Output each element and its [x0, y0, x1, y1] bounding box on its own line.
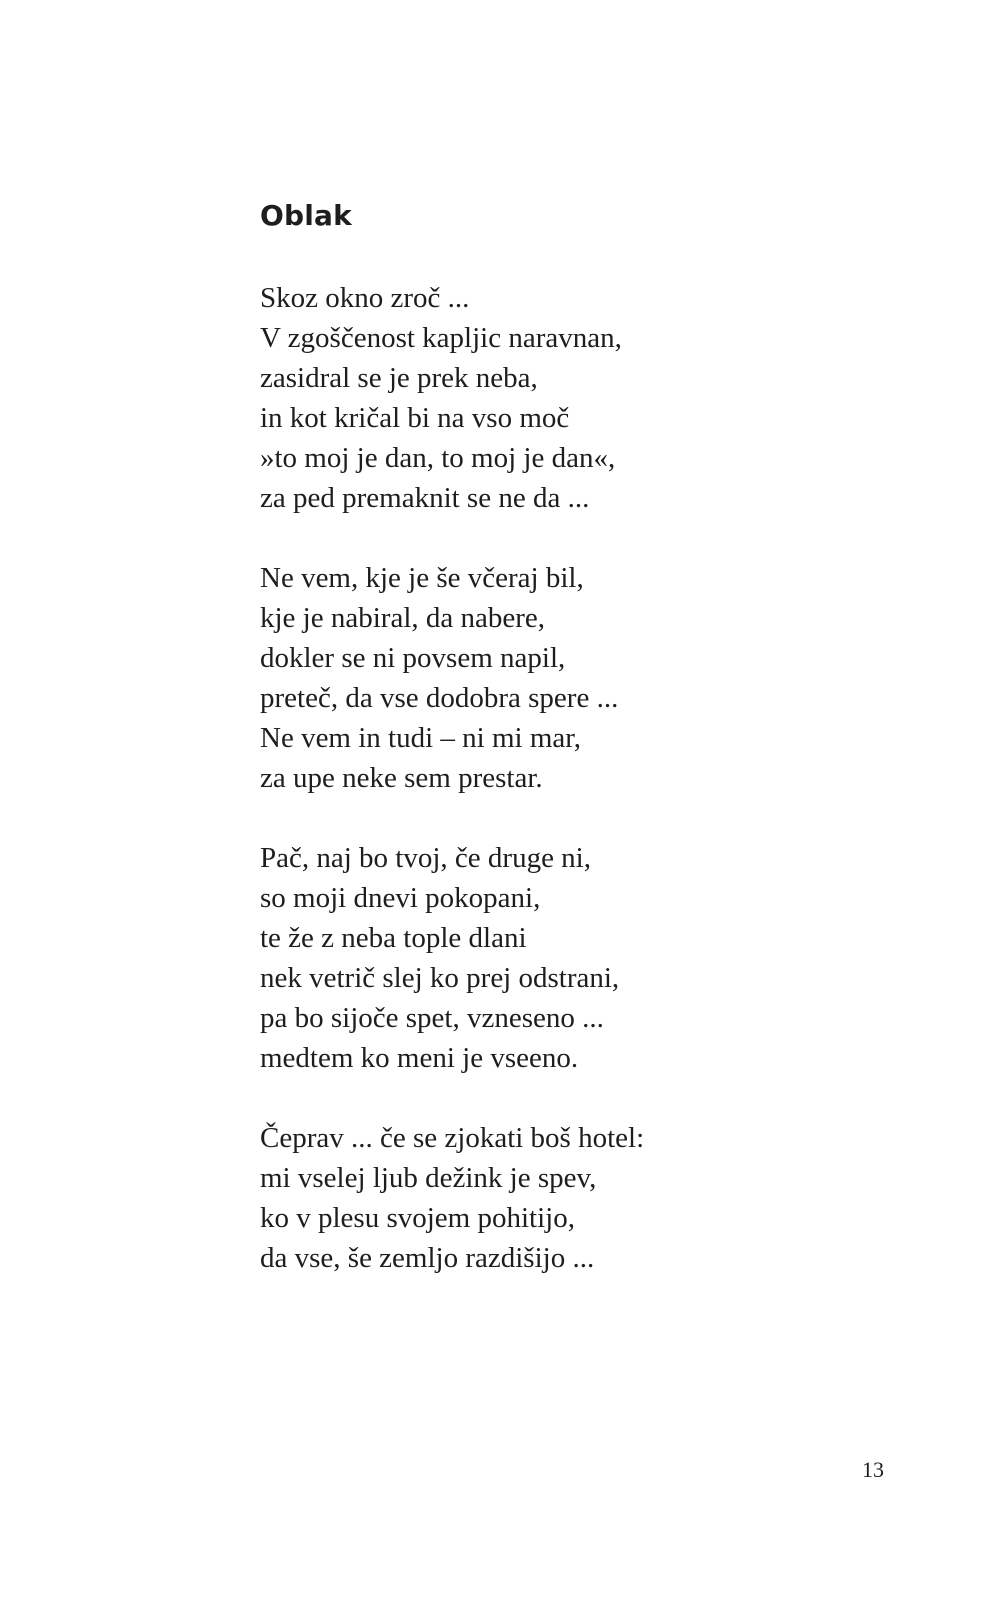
stanza-3 [260, 838, 860, 1078]
poem-line: pa bo sijoče spet, vzneseno ... [260, 1002, 604, 1034]
poem-line: »to moj je dan, to moj je dan«, [260, 442, 616, 474]
poem-line: in kot kričal bi na vso moč [260, 402, 570, 434]
poem-line: da vse, še zemljo razdišijo ... [260, 1242, 595, 1274]
stanza-4 [260, 1118, 860, 1278]
poem-line: medtem ko meni je vseeno. [260, 1042, 579, 1074]
stanza-2 [260, 558, 860, 798]
poem-line: V zgoščenost kapljic naravnan, [260, 322, 622, 354]
poem-line: mi vselej ljub dežink je spev, [260, 1162, 597, 1194]
stanza-1 [260, 278, 860, 518]
poem-body [260, 278, 860, 1318]
poem-line: Ne vem, kje je še včeraj bil, [260, 562, 584, 594]
poem-line: nek vetrič slej ko prej odstrani, [260, 962, 620, 994]
poem-title: Oblak [260, 199, 352, 232]
poem-line: preteč, da vse dodobra spere ... [260, 682, 619, 714]
poem-line: Skoz okno zroč ... [260, 282, 470, 314]
poem-line: dokler se ni povsem napil, [260, 642, 566, 674]
poem-line: zasidral se je prek neba, [260, 362, 538, 394]
poem-line: Čeprav ... če se zjokati boš hotel: [260, 1122, 645, 1154]
poem-line: kje je nabiral, da nabere, [260, 602, 546, 634]
poem-line: ko v plesu svojem pohitijo, [260, 1202, 575, 1234]
poem-line: za upe neke sem prestar. [260, 762, 543, 794]
poem-line: so moji dnevi pokopani, [260, 882, 541, 914]
poem-line: Ne vem in tudi – ni mi mar, [260, 722, 582, 754]
poem-line: te že z neba tople dlani [260, 922, 527, 954]
poem-line: Pač, naj bo tvoj, če druge ni, [260, 842, 591, 874]
poem-line: za ped premaknit se ne da ... [260, 482, 590, 514]
page-number: 13 [862, 1457, 884, 1482]
